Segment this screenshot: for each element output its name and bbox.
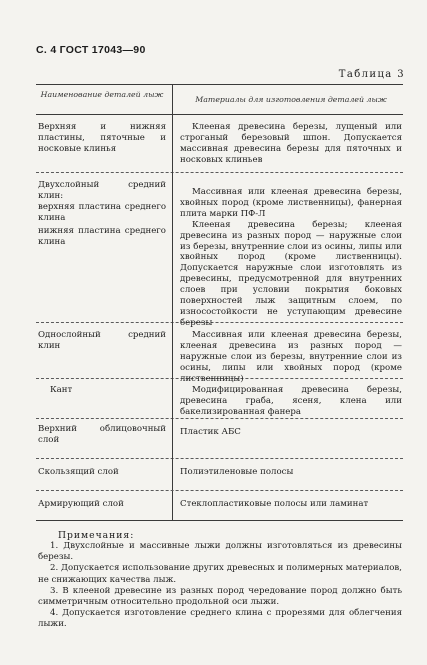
note-item: 2. Допускается использование других древесных и полимерных материалов, не снижающих качества лыж. xyxy=(38,563,402,585)
table-row-2-part-upper: верхняя пластина среднего клина xyxy=(38,201,166,223)
table-row-1-part: Верхняя и нижняя пластины, пяточные и носковые клинья xyxy=(38,122,166,154)
table-row-7-material: Стеклопластиковые полосы или ламинат xyxy=(180,499,369,509)
table-row-7-part: Армирующий слой xyxy=(38,499,124,509)
note-item: 3. В клееной древесине из разных пород чередование пород должно быть симметричным относительно продольной оси лыжи. xyxy=(38,585,402,608)
table-column-divider xyxy=(172,84,173,520)
row-separator xyxy=(36,172,403,173)
row-separator xyxy=(36,490,403,491)
table-bottom-rule xyxy=(36,520,403,521)
table-row-3-material: Массивная или клееная древесина березы, клееная древесина из разных пород — наружные слои из березы, внутренние слои из осины, липы или хвойных пород (кроме лиственницы) xyxy=(180,330,402,384)
column-header-materials: Материалы для изготовления деталей лыж xyxy=(195,95,387,104)
note-item: 1. Двухслойные и массивные лыжи должны изготовляться из древесины березы. xyxy=(38,541,402,563)
table-row-3-part: Однослойный средний клин xyxy=(38,330,166,351)
table-row-5-material: Пластик АБС xyxy=(180,427,241,437)
table-header-rule xyxy=(36,114,403,115)
table-top-rule xyxy=(36,84,403,85)
notes-block xyxy=(38,541,402,631)
table-row-2-part-title: Двухслойный средний клин: xyxy=(38,180,166,201)
table-row-6-material: Полиэтиленовые полосы xyxy=(180,467,294,477)
table-row-6-part: Скользящий слой xyxy=(38,467,119,477)
table-row-2-material xyxy=(180,187,402,329)
table-row-1-material: Клееная древесина березы, лущеный или строганый березовый шпон. Допускается массивная древесина березы для пяточных и носковых клиньев xyxy=(180,122,402,165)
table-row-4-part: Кант xyxy=(50,385,73,395)
row-separator xyxy=(36,418,403,419)
table-row-5-part: Верхний облицовочный слой xyxy=(38,424,166,445)
row-separator xyxy=(36,458,403,459)
note-item: 4. Допускается изготовление среднего клина с прорезями для облегчения лыжи. xyxy=(38,608,402,630)
table-row-2-part-lower: нижняя пластина среднего клина xyxy=(38,225,166,247)
table-row-2-material-upper: Массивная или клееная древесина березы, хвойных пород (кроме лиственницы), фанерная плита марки ПФ-Л xyxy=(180,187,402,219)
table-row-4-material: Модифицированная древесина березы, древесина граба, ясеня, клена или бакелизированная фанера xyxy=(180,385,402,417)
notes-title: Примечания: xyxy=(58,530,135,541)
table-caption: Таблица 3 xyxy=(338,69,405,80)
column-header-parts: Наименование деталей лыж xyxy=(40,90,164,99)
table-row-2-material-lower: Клееная древесина березы; клееная древесина из разных пород — наружные слои из березы, внутренние слои из осины, липы или хвойных пород (кроме лиственницы). Допускается наружные слои изготовлять из древесины, предусмотренной для внутренних слоев при условии покрытия боковых поверхностей лыж защитным слоем, по износостойкости не уступающим древесине березы xyxy=(180,219,402,328)
page-header: С. 4 ГОСТ 17043—90 xyxy=(36,44,146,56)
table-row-2-part xyxy=(38,180,166,247)
